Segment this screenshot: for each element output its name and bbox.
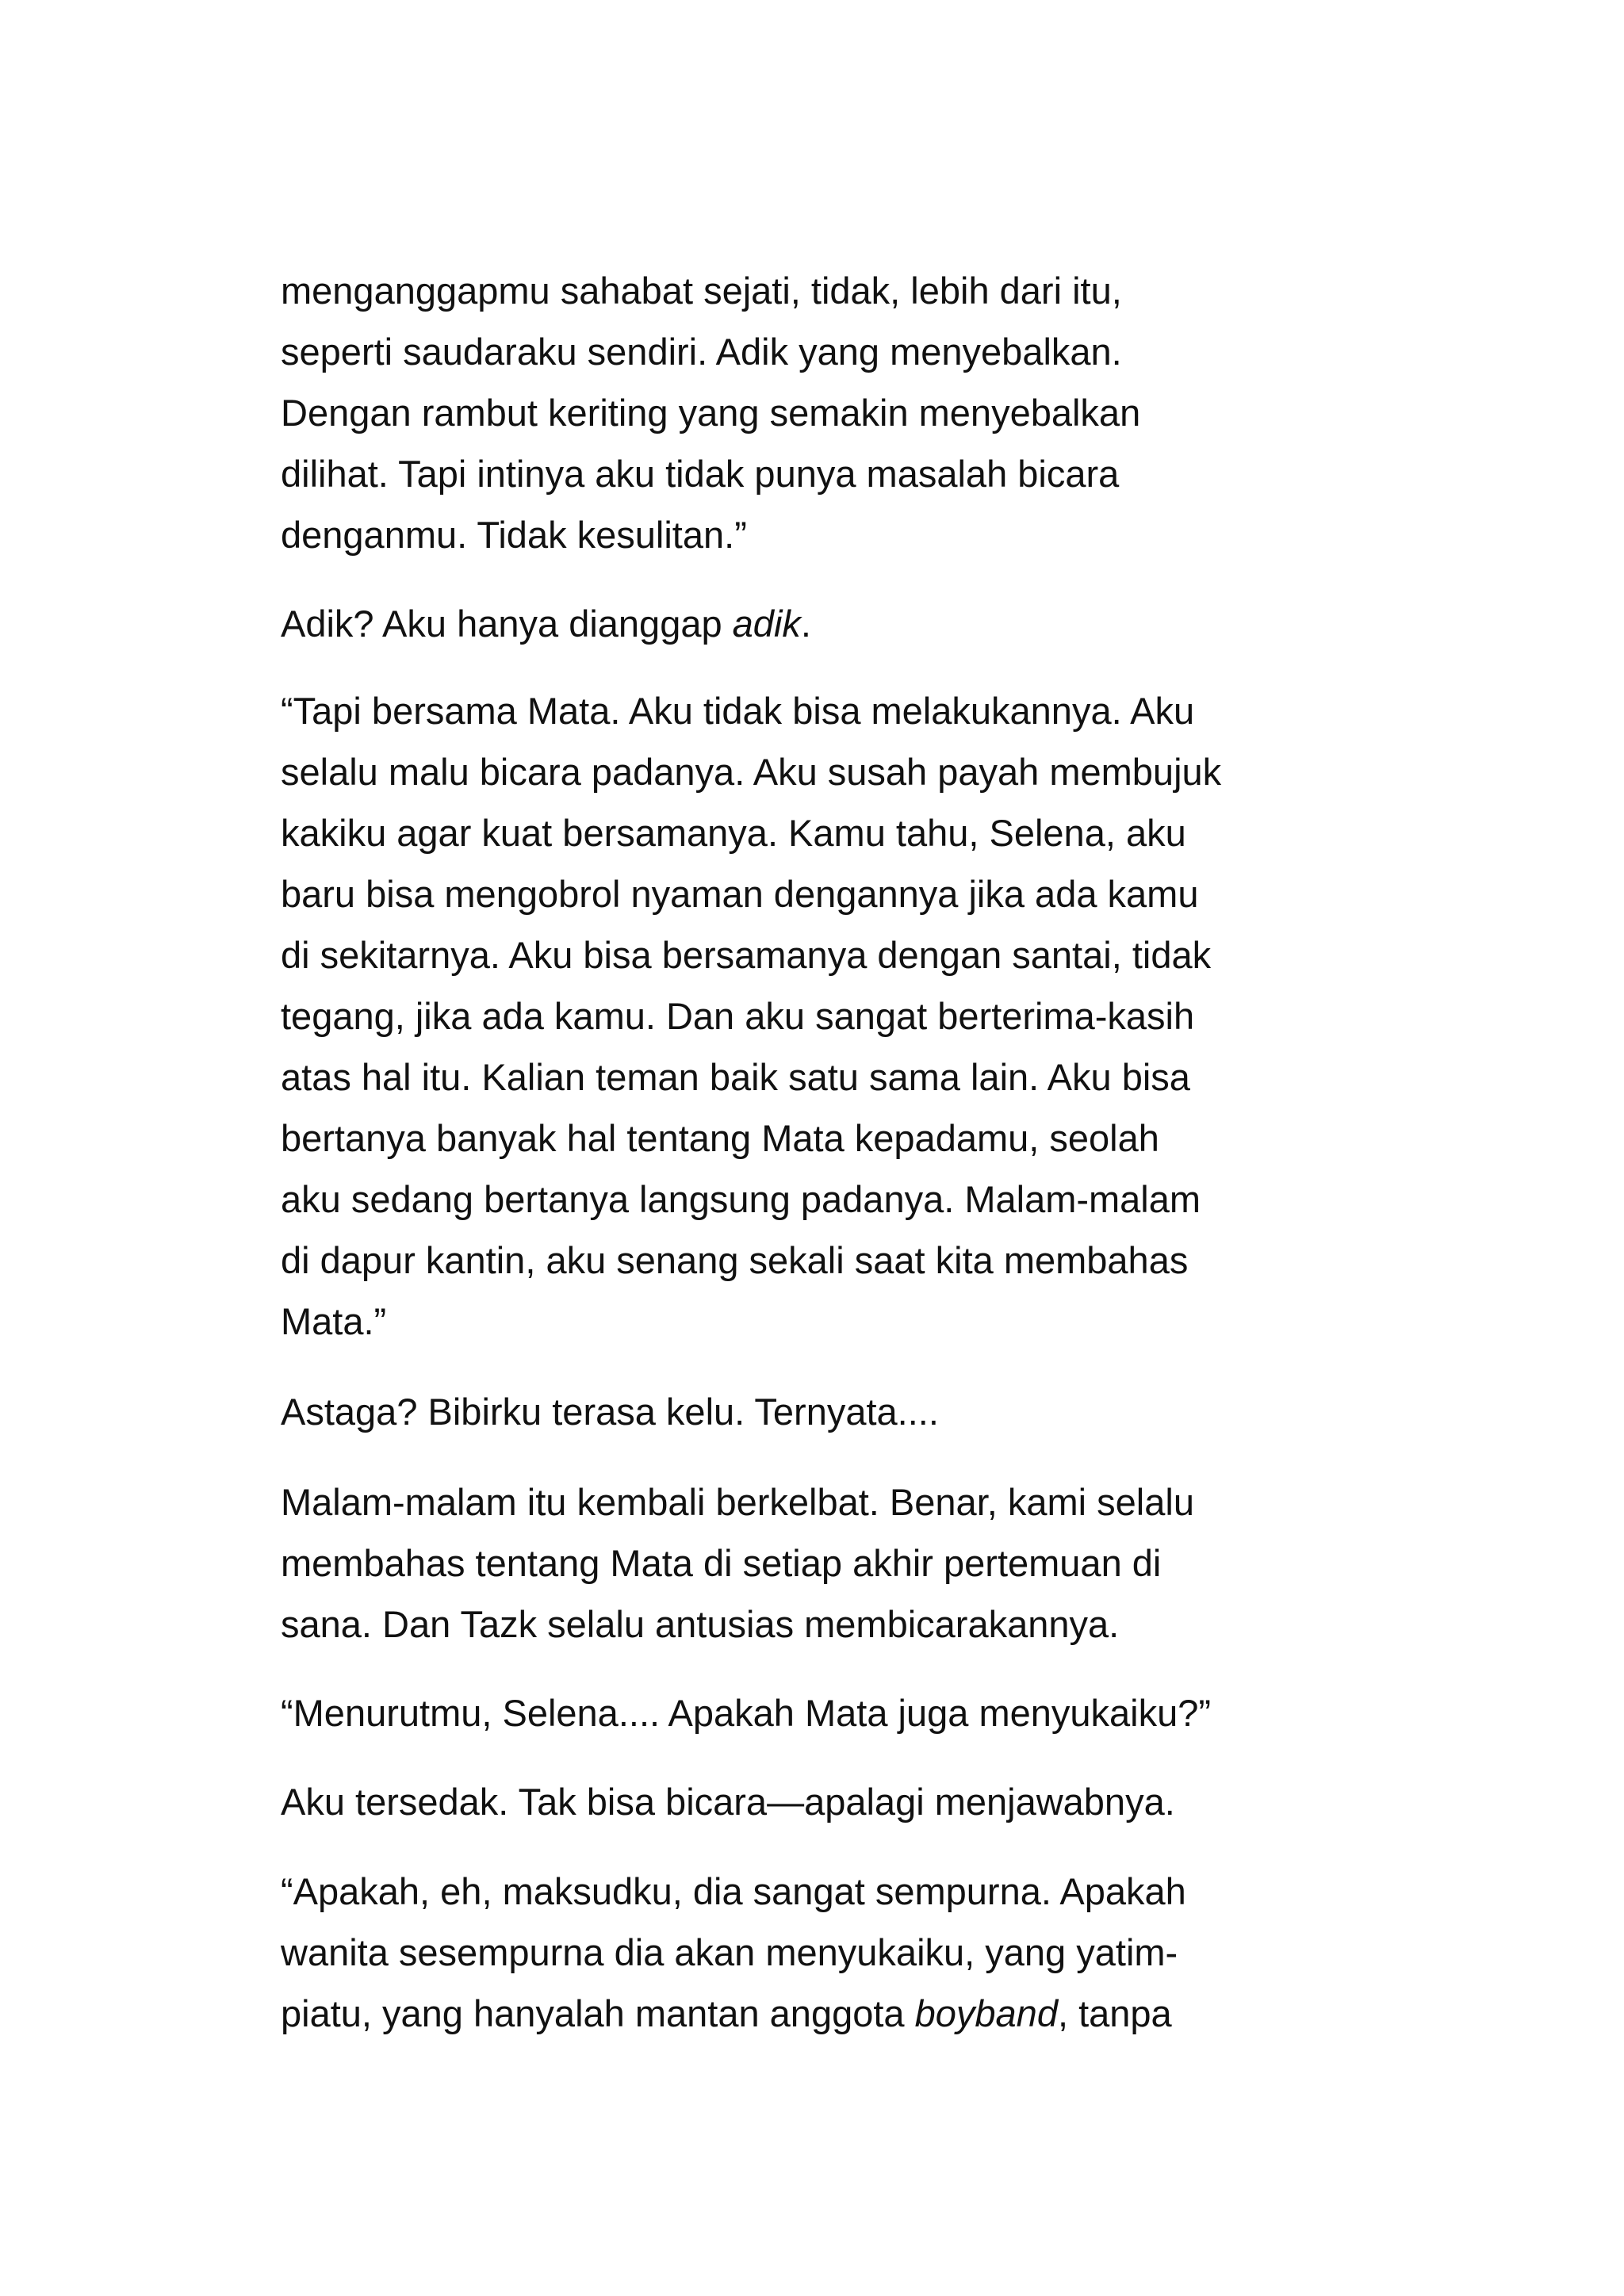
paragraph-3-line-4: baru bisa mengobrol nyaman dengannya jika ada kamu [281, 873, 1199, 915]
paragraph-4-line-1: Astaga? Bibirku terasa kelu. Ternyata.... [281, 1391, 939, 1433]
paragraph-5-line-1: Malam-malam itu kembali berkelbat. Benar, kami selalu [281, 1481, 1194, 1523]
paragraph-2-line-1 [281, 593, 1343, 654]
paragraph-5 [281, 1471, 1343, 1655]
paragraph-1-line-2: seperti saudaraku sendiri. Adik yang menyebalkan. [281, 331, 1122, 373]
paragraph-4 [281, 1381, 1343, 1442]
paragraph-2-text-after: . [800, 603, 811, 645]
paragraph-3-line-1: “Tapi bersama Mata. Aku tidak bisa melakukannya. Aku [281, 690, 1195, 732]
paragraph-7-line-1: Aku tersedak. Tak bisa bicara—apalagi menjawabnya. [281, 1781, 1175, 1823]
paragraph-8-line-3 [281, 1983, 1343, 2044]
paragraph-2-italic-word: adik [732, 603, 801, 645]
paragraph-3 [281, 680, 1343, 1352]
paragraph-8-italic-word: boyband [914, 1992, 1058, 2034]
paragraph-8-line-3-before: piatu, yang hanyalah mantan anggota [281, 1992, 915, 2034]
paragraph-3-line-9: aku sedang bertanya langsung padanya. Malam-malam [281, 1178, 1201, 1220]
paragraph-5-line-3: sana. Dan Tazk selalu antusias membicarakannya. [281, 1603, 1120, 1645]
paragraph-6-line-1: “Menurutmu, Selena.... Apakah Mata juga menyukaiku?” [281, 1692, 1212, 1734]
paragraph-3-line-5: di sekitarnya. Aku bisa bersamanya dengan santai, tidak [281, 934, 1212, 976]
paragraph-3-line-2: selalu malu bicara padanya. Aku susah payah membujuk [281, 751, 1222, 793]
paragraph-3-line-3: kakiku agar kuat bersamanya. Kamu tahu, Selena, aku [281, 812, 1186, 854]
paragraph-3-line-7: atas hal itu. Kalian teman baik satu sama lain. Aku bisa [281, 1056, 1190, 1098]
paragraph-8-line-1: “Apakah, eh, maksudku, dia sangat sempurna. Apakah [281, 1870, 1186, 1912]
paragraph-1-line-5: denganmu. Tidak kesulitan.” [281, 514, 747, 556]
paragraph-8 [281, 1861, 1343, 2044]
paragraph-5-line-2: membahas tentang Mata di setiap akhir pertemuan di [281, 1542, 1162, 1584]
paragraph-3-line-6: tegang, jika ada kamu. Dan aku sangat berterima-kasih [281, 995, 1195, 1037]
paragraph-1-line-4: dilihat. Tapi intinya aku tidak punya masalah bicara [281, 453, 1120, 495]
paragraph-2-text-before: Adik? Aku hanya dianggap [281, 603, 733, 645]
paragraph-3-line-8: bertanya banyak hal tentang Mata kepadamu, seolah [281, 1117, 1159, 1159]
paragraph-2 [281, 593, 1343, 654]
paragraph-8-line-2: wanita sesempurna dia akan menyukaiku, yang yatim- [281, 1931, 1178, 1973]
paragraph-3-line-11: Mata.” [281, 1300, 387, 1342]
paragraph-1-line-3: Dengan rambut keriting yang semakin menyebalkan [281, 392, 1141, 434]
paragraph-1-line-1: menganggapmu sahabat sejati, tidak, lebih dari itu, [281, 270, 1122, 312]
paragraph-1 [281, 260, 1343, 565]
paragraph-3-line-10: di dapur kantin, aku senang sekali saat kita membahas [281, 1239, 1189, 1281]
paragraph-8-line-3-after: , tanpa [1057, 1992, 1172, 2034]
paragraph-7 [281, 1771, 1343, 1832]
paragraph-6 [281, 1682, 1343, 1743]
